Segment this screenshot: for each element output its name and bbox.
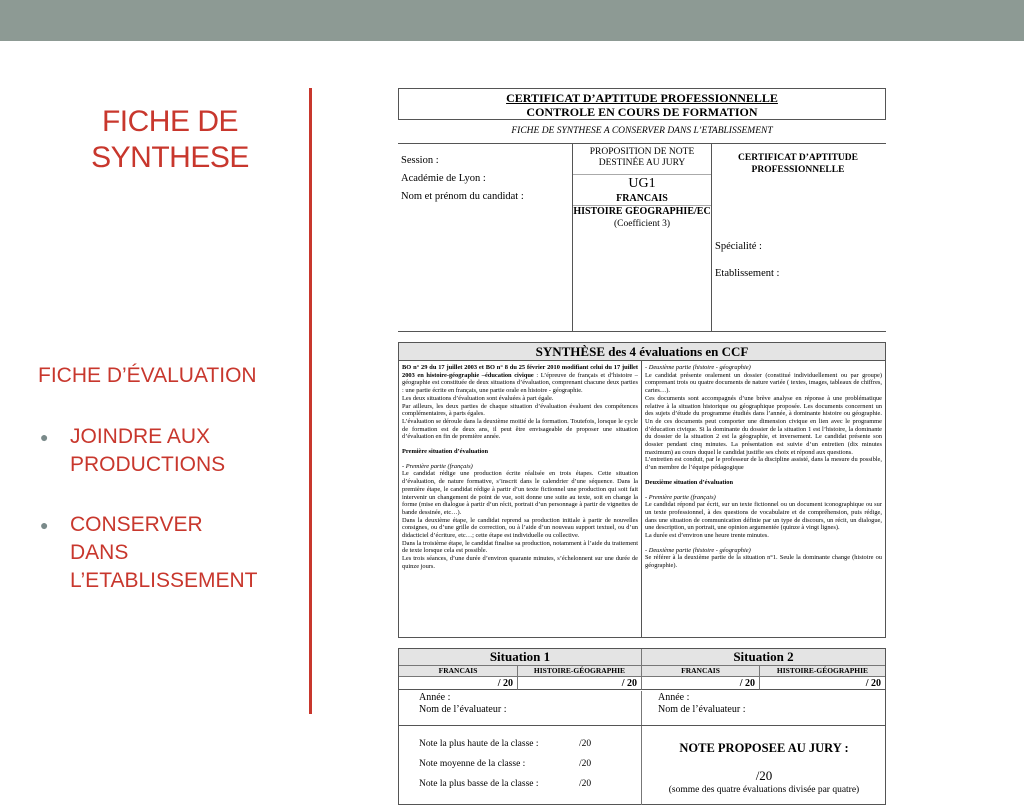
paragraph: La durée est d’environ une heure trente minutes.	[645, 532, 769, 540]
evaluator-field: Nom de l’évaluateur :	[658, 704, 746, 715]
synthesis-left-column	[399, 361, 642, 637]
jury-title: NOTE PROPOSEE AU JURY :	[679, 741, 849, 755]
situation1-title: Situation 1	[399, 649, 642, 666]
session-field: Session :	[401, 155, 439, 166]
section-title: Deuxième situation d’évaluation	[645, 478, 734, 486]
evaluator-info-2	[658, 692, 745, 716]
paragraph: Dans la troisième étape, le candidat finalise sa production, notamment à l’aide du traitement de texte lorsque cela est possible.	[402, 539, 638, 555]
form-subtitle: FICHE DE SYNTHESE A CONSERVER DANS L’ETABLISSEMENT	[511, 126, 773, 136]
form-header-line2: CONTROLE EN COURS DE FORMATION	[526, 105, 758, 119]
evaluator-field: Nom de l’évaluateur :	[419, 704, 507, 715]
etablissement-field: Etablissement :	[715, 268, 780, 279]
subject-line1: FRANCAIS	[616, 193, 668, 204]
bullet-text: PRODUCTIONS	[70, 453, 226, 476]
bullet-text: JOINDRE AUX	[70, 425, 211, 448]
cap-box	[712, 144, 884, 331]
evaluator-info-1	[419, 692, 506, 716]
slide-title-line1: FICHE DE	[101, 105, 238, 138]
divider	[573, 205, 711, 206]
score-francais-1: / 20	[399, 677, 518, 690]
synthesis-right-column	[642, 361, 885, 637]
subject-francais-1: FRANCAIS	[399, 666, 518, 677]
paragraph: Se référer à la deuxième partie de la situation n°1. Seule la dominante change (histoire ou géographie).	[645, 554, 882, 570]
bullet-item	[38, 511, 308, 595]
paragraph: L’entretien est conduit, par le professeur de la discipline assisté, dans la mesure du possible, d’un membre de l’équipe pédagogique	[645, 456, 882, 472]
paragraph: Ces documents sont accompagnés d’une brève analyse en réponse à une problématique relative à la situation historique ou géographique proposée. Les documents concernent un des sujets d’étude du programme étudiés dans l’année, à dominante histoire ou géographie. Un de ces documents peut comporter une dimension civique en lien avec le programme d’éducation civique. Si la dominante du dossier de la situation 1 est l’histoire, la dominante du dossier de la situation 2 est la géographie, et inversement. Le candidat présente son dossier pendant cinq minutes. La présentation est suivie d’un entretien (dix minutes maximum) au cours duquel le candidat justifie ses choix et répond aux questions.	[645, 394, 882, 456]
bullet-dot-icon: ●	[40, 517, 49, 533]
evaluation-heading: FICHE D’ÉVALUATION	[38, 364, 257, 387]
specialite-field: Spécialité :	[715, 241, 762, 252]
column-divider	[641, 691, 642, 805]
slide-title	[50, 104, 290, 176]
row-divider	[399, 725, 885, 726]
paragraph: Le candidat présente oralement un dossier (constitué individuellement ou par groupe) comprenant trois ou quatre documents de nature variée ( textes, images, tableaux de chiffres, cartes…).	[645, 371, 882, 395]
cap-title: CERTIFICAT D’APTITUDE PROFESSIONNELLE	[738, 153, 858, 175]
proposition-label: PROPOSITION DE NOTE DESTINÉE AU JURY	[589, 147, 695, 168]
note-mean-label: Note moyenne de la classe :	[419, 759, 526, 769]
paragraph: Les deux situations d’évaluation sont évaluées à part égale.	[402, 394, 554, 402]
candidate-box	[398, 143, 886, 332]
reference-text: BO n° 29 du 17 juillet 2003 et BO n° 8 du 25 février 2010 modifiant celui du 17 juillet 2003 en histoire-géographie –éducation civique	[402, 364, 638, 379]
form-header	[398, 88, 886, 120]
coefficient: (Coefficient 3)	[613, 219, 670, 229]
subject-histgeo-2: HISTOIRE-GÉOGRAPHIE	[760, 666, 885, 677]
bullet-text: DANS	[70, 541, 129, 564]
situation2-title: Situation 2	[642, 649, 885, 666]
paragraph: Le candidat rédige une production écrite réalisée en trois étapes. Cette situation d’évaluation, de nature formative, s’inscrit dans le calendrier d’une séquence. Dans la première étape, le candidat rédige à partir d’un texte fictionnel une production qui soit fait intervenir un changement de point de vue, soit donne une suite au texte, soit en change la forme (mise en dialogue à partir d’un récit, portrait d’un personnage à partir de vignettes de bande dessinée, etc…).	[402, 470, 638, 516]
paragraph: Dans la deuxième étape, le candidat reprend sa production initiale à partir de nouvelles consignes, ou d’une grille de correction, ou à l’aide d’un nouveau support textuel, ou d’un didacticiel d’écriture, etc…; cette étape est individuelle ou collective.	[402, 516, 638, 540]
divider	[573, 174, 711, 175]
paragraph: Les trois séances, d’une durée d’environ quarante minutes, s’échelonnent sur une durée de quinze jours.	[402, 555, 638, 570]
top-banner	[0, 0, 1024, 41]
synthesis-box	[398, 342, 886, 638]
academie-field: Académie de Lyon :	[401, 173, 486, 184]
bullet-text: L’ETABLISSEMENT	[70, 569, 258, 592]
vertical-divider	[309, 88, 312, 714]
note-high-label: Note la plus haute de la classe :	[419, 739, 539, 749]
note-low-value: /20	[579, 779, 592, 789]
score-histgeo-1: / 20	[518, 677, 642, 690]
part-title: - Deuxième partie (histoire - géographie)	[645, 546, 751, 554]
paragraph: L’évaluation se déroule dans la deuxième moitié de la formation. Toutefois, lorsque le cycle de formation est de deux ans, il peut être envisageable de proposer une situation d’évaluation en fin de première année.	[402, 417, 638, 441]
note-low-label: Note la plus basse de la classe :	[419, 779, 539, 789]
slide-title-line2: SYNTHESE	[91, 141, 249, 174]
form-header-line1: CERTIFICAT D’APTITUDE PROFESSIONNELLE	[506, 91, 778, 105]
subject-histgeo-1: HISTOIRE-GÉOGRAPHIE	[518, 666, 642, 677]
score-francais-2: / 20	[642, 677, 760, 690]
candidate-name-field: Nom et prénom du candidat :	[401, 191, 524, 202]
annee-field: Année :	[419, 692, 451, 703]
paragraph: Par ailleurs, les deux parties de chaque situation d’évaluation évaluent des compétences complémentaires, à parts égales.	[402, 402, 638, 418]
exam-code: UG1	[628, 176, 656, 191]
bullet-item	[38, 423, 308, 479]
candidate-fields	[398, 144, 570, 331]
part-title: - Deuxième partie (histoire - géographie)	[645, 364, 751, 371]
note-mean-value: /20	[579, 759, 592, 769]
part-title: - Première partie (français)	[645, 493, 716, 501]
subject-line2: HISTOIRE GÉOGRAPHIE/EC	[573, 206, 711, 217]
part-title: - Première partie (français)	[402, 462, 473, 470]
section-title: Première situation d’évaluation	[402, 448, 489, 456]
proposition-box	[572, 144, 712, 331]
annee-field: Année :	[658, 692, 690, 703]
jury-score: /20	[755, 768, 773, 783]
note-high-value: /20	[579, 739, 592, 749]
synthesis-title: SYNTHÈSE des 4 évaluations en CCF	[399, 343, 885, 361]
slide-bullets	[38, 362, 308, 627]
jury-note-box	[643, 741, 885, 795]
situations-box	[398, 648, 886, 805]
paragraph	[402, 364, 638, 395]
jury-explanation: (somme des quatre évaluations divisée par quatre)	[668, 785, 860, 795]
subject-francais-2: FRANCAIS	[642, 666, 760, 677]
score-histgeo-2: / 20	[760, 677, 885, 690]
reference-rest: : L’épreuve de français et d’histoire – géographie est constituée de deux situations d’évaluation, comprenant chacune deux parties : une partie écrite en français, une partie orale en histoire - géographie.	[402, 371, 638, 395]
bullet-dot-icon: ●	[40, 429, 49, 445]
bullet-text: CONSERVER	[70, 513, 203, 536]
paragraph: Le candidat répond par écrit, sur un texte fictionnel ou un document iconographique ou sur un texte professionnel, à des questions de vocabulaire et de compréhension, puis rédige, dans une situation de communication définie par un type de discours, un récit, un dialogue, une description, un portrait, une opinion argumentée (quinze à vingt lignes).	[645, 501, 882, 532]
